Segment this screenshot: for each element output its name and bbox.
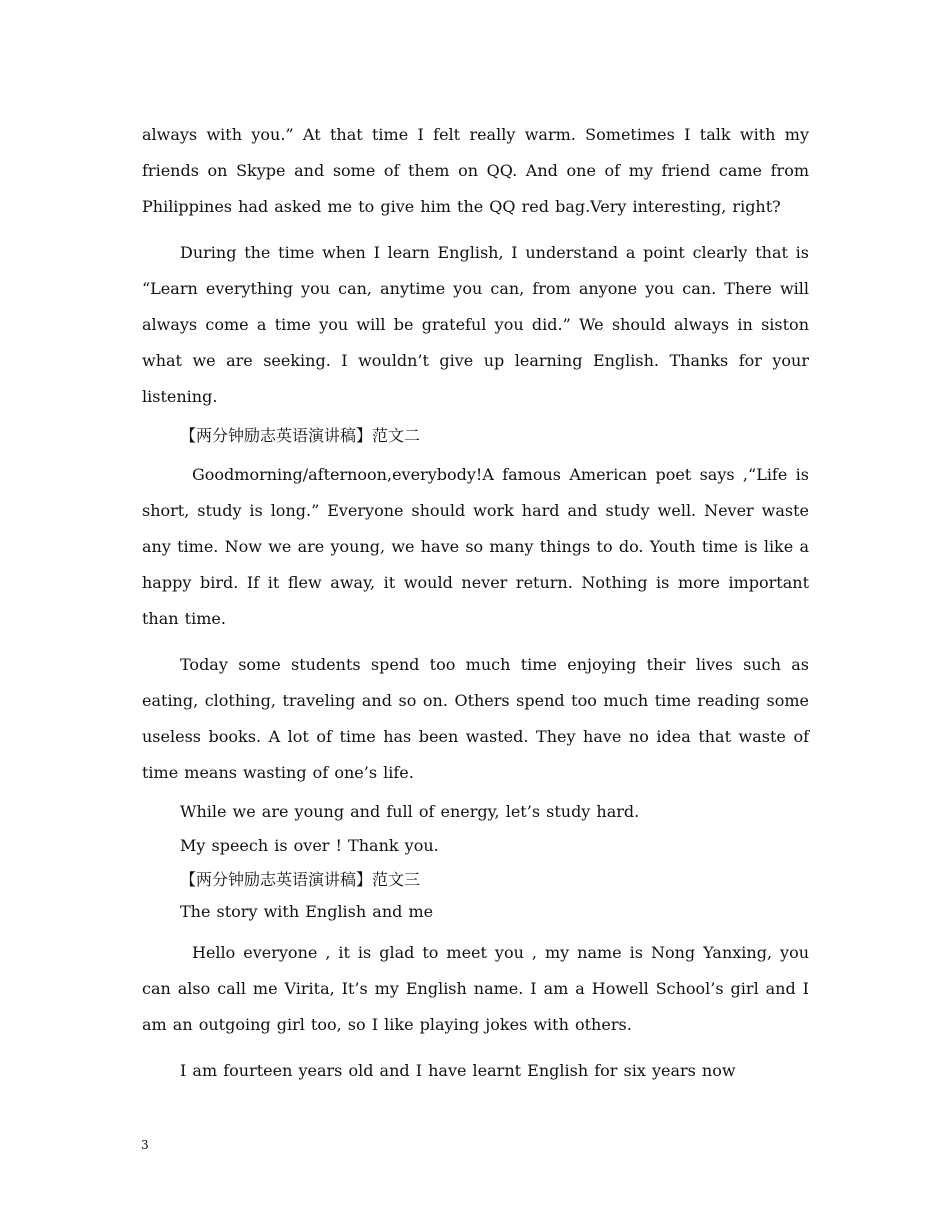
paragraph-5: While we are young and full of energy, let’s study hard. [180, 802, 640, 821]
paragraph-6: My speech is over ! Thank you. [180, 836, 439, 855]
paragraph-9: I am fourteen years old and I have learnt English for six years now [180, 1061, 736, 1080]
section-heading-3: 【两分钟励志英语演讲稿】范文三 [180, 870, 421, 889]
paragraph-8: Hello everyone , it is glad to meet you , my name is Nong Yanxing, you can also call me Virita, It’s my English name. I am a Howell School’s girl and I am an outgoing girl too, so I like playing jokes with others. [142, 943, 809, 1034]
document-body [142, 117, 809, 1099]
paragraph-4: Today some students spend too much time enjoying their lives such as eating, clothing, traveling and so on. Others spend too much time reading some useless books. A lot of time has been wasted. They have no idea that waste of time means wasting of one’s life. [142, 655, 809, 782]
paragraph-7: The story with English and me [180, 902, 434, 921]
paragraph-1: always with you.” At that time I felt really warm. Sometimes I talk with my friends on Skype and some of them on QQ. And one of my friend came from Philippines had asked me to give him the QQ red bag.Very interesting, right? [142, 125, 809, 216]
paragraph-3: Goodmorning/afternoon,everybody!A famous American poet says ,“Life is short, study is long.” Everyone should work hard and study well. Never waste any time. Now we are young, we have so many things to do. Youth time is like a happy bird. If it flew away, it would never return. Nothing is more important than time. [142, 465, 809, 628]
page-number: 3 [141, 1138, 149, 1152]
paragraph-2: During the time when I learn English, I understand a point clearly that is “Learn everything you can, anytime you can, from anyone you can. There will always come a time you will be grateful you did.” We should always in siston what we are seeking. I wouldn’t give up learning English. Thanks for your listening. [142, 243, 809, 406]
section-heading-2: 【两分钟励志英语演讲稿】范文二 [180, 426, 421, 445]
